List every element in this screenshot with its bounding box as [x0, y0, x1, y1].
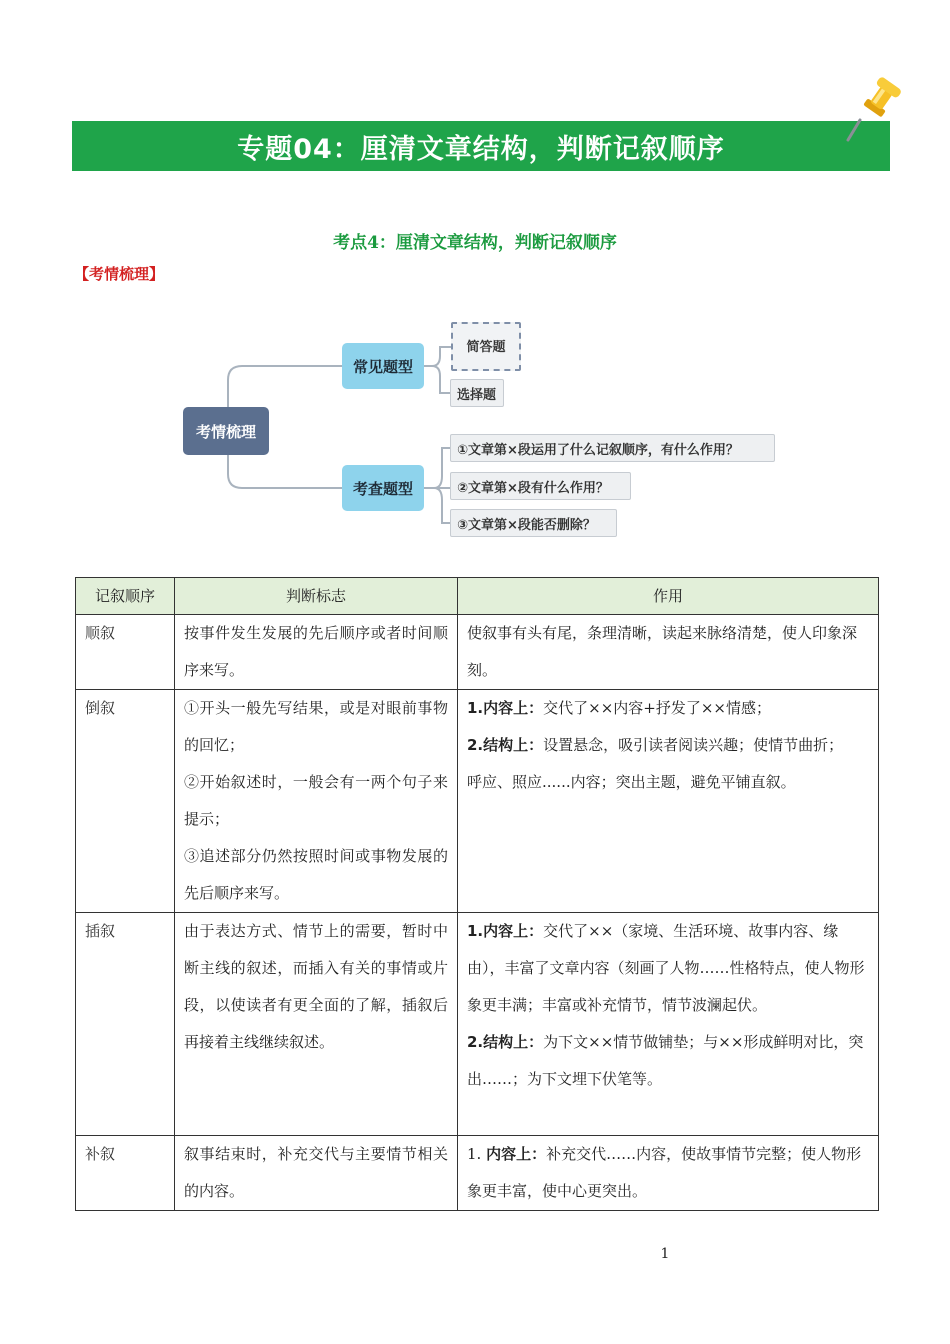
section-subtitle: 考点4：厘清文章结构，判断记叙顺序 [333, 233, 617, 253]
effect-line [467, 1136, 869, 1210]
table-row-buxu [76, 1136, 879, 1211]
mindmap-leaf-label: 选择题 [457, 387, 497, 403]
table-row-daoxu [76, 690, 879, 913]
mindmap-leaf-question-1 [450, 434, 775, 462]
effect-line [467, 1024, 869, 1098]
effect-text: 设置悬念，吸引读者阅读兴趣；使情节曲折； [543, 736, 844, 754]
table-header-signs: 判断标志 [175, 578, 458, 615]
order-name: 补叙 [76, 1136, 175, 1211]
narrative-order-table [75, 577, 879, 1211]
table-header-row [76, 578, 879, 615]
mindmap-leaf-label: ②文章第×段有什么作用？ [457, 480, 609, 496]
mindmap-branch-label: 考查题型 [352, 479, 413, 498]
sign-text: 由于表达方式、情节上的需要，暂时中断主线的叙述，而插入有关的事情或片段，以使读者有更全面的了解，插叙后再接着主线继续叙述。 [184, 922, 448, 1051]
effect-text: 使叙事有头有尾，条理清晰，读起来脉络清楚，使人印象深刻。 [467, 624, 858, 679]
effect-lead: 2.结构上： [467, 736, 544, 754]
effect-lead: 2.结构上： [467, 1033, 544, 1051]
effect-cell [458, 690, 879, 913]
effect-lead: 1.内容上： [467, 699, 544, 717]
mindmap-branch-common-types [342, 343, 424, 389]
effect-cell [458, 913, 879, 1136]
page-title-banner [72, 121, 890, 171]
effect-cell [458, 1136, 879, 1211]
mindmap-branch-label: 常见题型 [352, 357, 413, 376]
effect-line [467, 690, 869, 727]
mindmap-leaf-label: ③文章第×段能否删除？ [457, 517, 596, 533]
effect-lead: 内容上： [486, 1145, 547, 1163]
sign-text: 按事件发生发展的先后顺序或者时间顺序来写。 [184, 624, 448, 679]
order-name: 顺叙 [76, 615, 175, 690]
effect-line [467, 913, 869, 1024]
order-name: 插叙 [76, 913, 175, 1136]
mindmap-root-node [183, 407, 269, 455]
signs-cell [175, 1136, 458, 1211]
effect-text: 为下文××情节做铺垫；与××形成鲜明对比，突出……；为下文埋下伏笔等。 [467, 1033, 864, 1088]
page-title: 专题04：厘清文章结构，判断记叙顺序 [237, 133, 725, 165]
signs-cell [175, 690, 458, 913]
mindmap-branch-exam-types [342, 465, 424, 511]
signs-cell [175, 913, 458, 1136]
sign-text: ①开头一般先写结果，或是对眼前事物的回忆； [184, 699, 448, 754]
table-header-order: 记叙顺序 [76, 578, 175, 615]
mindmap-leaf-label: 简答题 [466, 340, 506, 355]
signs-cell [175, 615, 458, 690]
mindmap-leaf-question-3 [450, 509, 617, 537]
order-name: 倒叙 [76, 690, 175, 913]
table-header-effect: 作用 [458, 578, 879, 615]
table-row-chaxu [76, 913, 879, 1136]
effect-lead: 1.内容上： [467, 922, 544, 940]
effect-num: 1. [467, 1145, 487, 1163]
sign-text: 叙事结束时，补充交代与主要情节相关的内容。 [184, 1145, 448, 1200]
table-row-shunxu [76, 615, 879, 690]
section-tag: 【考情梳理】 [74, 265, 165, 283]
page-number: 1 [660, 1246, 670, 1262]
effect-text: 交代了××（家境、生活环境、故事内容、缘由），丰富了文章内容（刻画了人物……性格特点，使人物形象更丰满；丰富或补充情节，情节波澜起伏。 [467, 922, 865, 1014]
mindmap-leaf-multiple-choice [450, 379, 504, 407]
mindmap-leaf-short-answer [451, 322, 521, 371]
mindmap-leaf-question-2 [450, 472, 631, 500]
effect-text: 呼应、照应......内容；突出主题，避免平铺直叙。 [467, 773, 796, 791]
sign-text: ③追述部分仍然按照时间或事物发展的先后顺序来写。 [184, 847, 448, 902]
effect-line [467, 764, 869, 801]
sign-text: ②开始叙述时，一般会有一两个句子来提示； [184, 773, 448, 828]
mindmap-root-label: 考情梳理 [195, 422, 256, 441]
effect-cell [458, 615, 879, 690]
effect-line [467, 727, 869, 764]
mindmap-leaf-label: ①文章第×段运用了什么记叙顺序，有什么作用？ [457, 442, 739, 458]
pushpin-icon [842, 74, 904, 144]
effect-text: 交代了××内容+抒发了××情感； [543, 699, 771, 717]
effect-text: 补充交代……内容，使故事情节完整；使人物形象更丰富，使中心更突出。 [467, 1145, 862, 1200]
